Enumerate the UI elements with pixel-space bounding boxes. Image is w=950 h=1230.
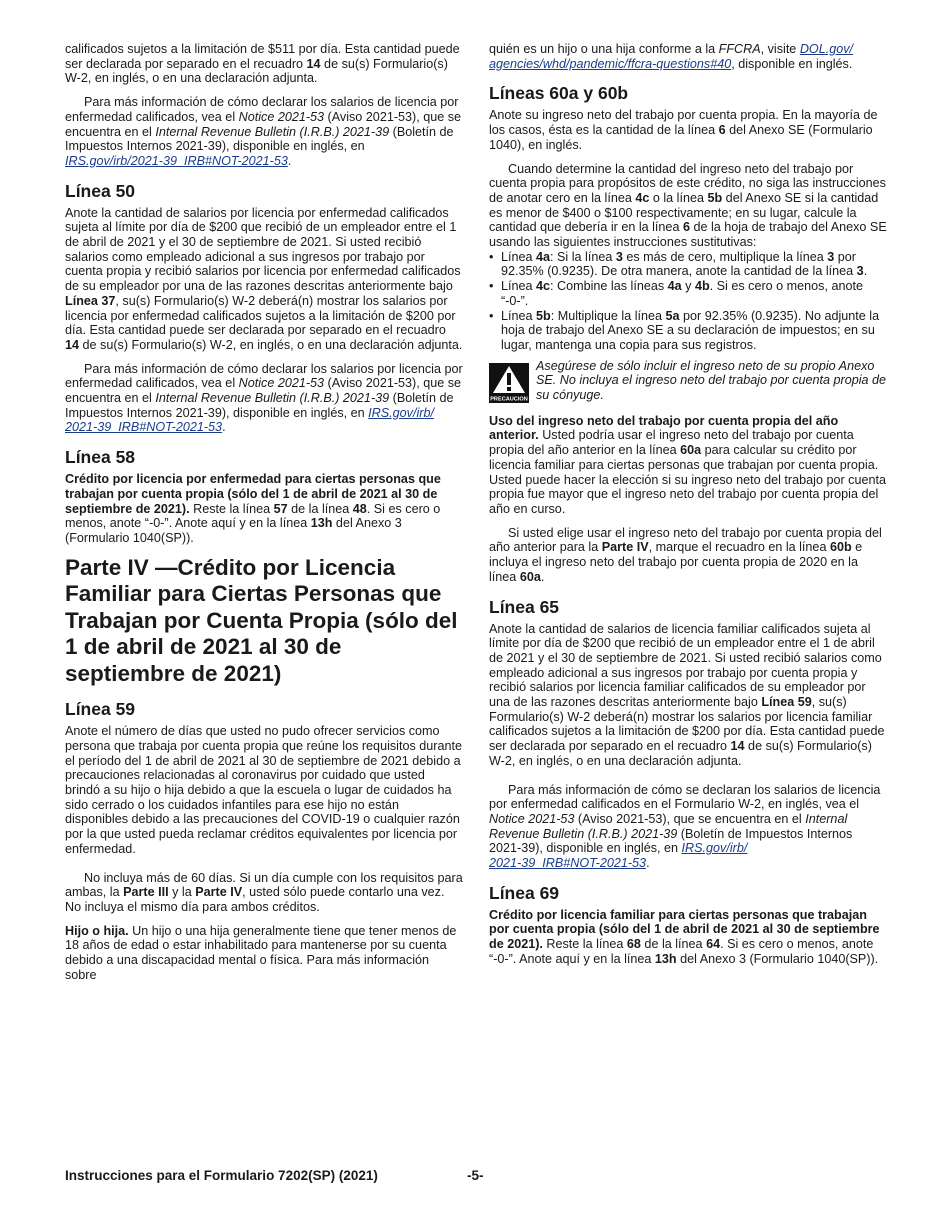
list-item: • Línea 4c: Combine las líneas 4a y 4b. Si es cero o menos, anote “-0-”. bbox=[489, 279, 863, 308]
list-item: • Línea 4a: Si la línea 3 es más de cero, multiplique la línea 3 por 92.35% (0.9235). De otra manera, anote la cantidad de la línea 3. bbox=[489, 249, 868, 279]
page-number: -5- bbox=[467, 1168, 484, 1183]
paragraph: Hijo o hija. Un hijo o una hija generalmente tiene que tener menos de 18 años de edad o estar inhabilitado para mantenerse por su cuenta debido a una discapacidad mental o física. Para más información sobre bbox=[65, 923, 457, 982]
heading-linea-58: Línea 58 bbox=[65, 447, 136, 468]
paragraph: Para más información de cómo se declaran los salarios de licencia por enfermedad calificados en el Formulario W-2, en inglés, vea el Notice 2021-53 (Aviso 2021-53), que se encuentra en el Internal Revenue Bulletin (I.R.B.) 2021-39 (Boletín de Impuestos Internos 2021-39), disponible en inglés, en IRS.gov/irb/ 2021-39_IRB#NOT-2021-53. bbox=[489, 782, 881, 871]
paragraph: Anote el número de días que usted no pudo ofrecer servicios como persona que trabaja por cuenta propia que reúne los requisitos durante el período del 1 de abril de 2021 al 30 de septiembre de 2021 debido a precauciones relacionadas al coronavirus por cuidado que usted brindó a su hijo o hija debido a que la escuela o lugar de cuidados ha sido cerrado o los cuidados infantiles para ese hijo no están disponibles debido a las precauciones del COVID-19 o cualquier razón por la que usted pueda reclamar créditos equivalentes por licencia por enfermedad. bbox=[65, 724, 462, 856]
paragraph: Anote la cantidad de salarios de licencia familiar calificados sujeta al límite por día de $200 que recibió de un empleador entre el 1 de abril de 2021 y el 30 de septiembre de 2021. Si usted recibió salarios como empleado adicional a sus ingresos por trabajo por cuenta propia y recibió salarios por licencia familiar calificados de su empleador por una de las razones descritas anteriormente bajo Línea 59, su(s) Formulario(s) W-2 deberá(n) mostrar los salarios por licencia familiar calificados sujetos a la limitación de $200 por día. Esta cantidad puede ser declarada por separado en el recuadro 14 de su(s) Formulario(s) W-2, en inglés, o en una declaración adjunta. bbox=[489, 621, 885, 768]
heading-linea-50: Línea 50 bbox=[65, 180, 136, 201]
paragraph: No incluya más de 60 días. Si un día cumple con los requisitos para ambas, la Parte III y la Parte IV, usted sólo puede contarlo una vez. No incluya el mismo día para ambos créditos. bbox=[65, 870, 463, 914]
paragraph: calificados sujetos a la limitación de $511 por día. Esta cantidad puede ser declarada por separado en el recuadro 14 de su(s) Formulario(s) W-2, en inglés, o en una declaración adjunta. bbox=[65, 42, 460, 86]
dol-link[interactable]: DOL.gov/ agencies/whd/pandemic/ffcra-questions#40 bbox=[489, 42, 854, 71]
svg-text:PRECAUCION: PRECAUCION bbox=[490, 396, 528, 403]
left-column bbox=[65, 42, 463, 991]
right-column bbox=[489, 42, 887, 976]
paragraph: Para más información de cómo declarar los salarios de licencia por enfermedad calificados, vea el Notice 2021-53 (Aviso 2021-53), que se encuentra en el Internal Revenue Bulletin (I.R.B.) 2021-39 (Boletín de Impuestos Internos 2021-39), disponible en inglés, en IRS.gov/irb/2021-39_IRB#NOT-2021-53. bbox=[65, 95, 462, 168]
heading-linea-65: Línea 65 bbox=[489, 596, 560, 617]
list-item: • Línea 5b: Multiplique la línea 5a por 92.35% (0.9235). No adjunte la hoja de trabajo del Anexo SE a su declaración de impuestos; en su lugar, mantenga una copia para sus registros. bbox=[489, 308, 880, 352]
paragraph: quién es un hijo o una hija conforme a la FFCRA, visite DOL.gov/ agencies/whd/pandemic/ffcra-questions#40, disponible en inglés. bbox=[489, 42, 854, 71]
paragraph: Anote la cantidad de salarios por licencia por enfermedad calificados sujeta al límite por día de $200 que recibió de un empleador entre el 1 de abril de 2021 y el 30 de septiembre de 2021. Si usted recibió salarios como empleado adicional a sus ingresos por trabajo por cuenta propia y recibió salarios por licencia por enfermedad calificados de su empleador por una de las razones descritas anteriormente bajo Línea 37, su(s) Formulario(s) W-2 deberá(n) mostrar los salarios por licencia por enfermedad calificados sujetos a la limitación de $200 por día. Esta cantidad puede ser declarada por separado en el recuadro 14 de su(s) Formulario(s) W-2, en inglés, o en una declaración adjunta. bbox=[65, 205, 463, 352]
page-footer bbox=[65, 1168, 885, 1183]
caution-note bbox=[489, 359, 887, 403]
caution-icon bbox=[489, 363, 529, 403]
irs-irb-link[interactable]: IRS.gov/irb/ 2021-39_IRB#NOT-2021-53 bbox=[489, 841, 748, 871]
irs-irb-link[interactable]: IRS.gov/irb/ 2021-39_IRB#NOT-2021-53 bbox=[65, 405, 434, 435]
paragraph: Cuando determine la cantidad del ingreso neto del trabajo por cuenta propia para propósitos de este crédito, no siga las instrucciones de anotar cero en la línea 4c o la línea 5b del Anexo SE si la cantidad es menor de $400 o $100 respectivamente; en su lugar, calcule la cantidad que debería ir en la línea 6 de la hoja de trabajo del Anexo SE usando las siguientes instrucciones sustitutivas: bbox=[489, 161, 887, 250]
bullet-icon: • bbox=[489, 249, 494, 264]
heading-linea-59: Línea 59 bbox=[65, 699, 136, 720]
paragraph: Para más información de cómo declarar los salarios por licencia por enfermedad calificados, vea el Notice 2021-53 (Aviso 2021-53), que se encuentra en el Internal Revenue Bulletin (I.R.B.) 2021-39 (Boletín de Impuestos Internos 2021-39), disponible en inglés, en IRS.gov/irb/ 2021-39_IRB#NOT-2021-53. bbox=[65, 361, 463, 435]
paragraph: Crédito por licencia por enfermedad para ciertas personas que trabajan por cuenta propia (sólo del 1 de abril de 2021 al 30 de septiembre de 2021). Reste la línea 57 de la línea 48. Si es cero o menos, anote “-0-”. Anote aquí y en la línea 13h del Anexo 3 (Formulario 1040(SP)). bbox=[65, 472, 441, 545]
paragraph: Si usted elige usar el ingreso neto del trabajo por cuenta propia del año anterior para la Parte IV, marque el recuadro en la línea 60b e incluya el ingreso neto del trabajo por cuenta propia de 2020 en la línea 60a. bbox=[489, 525, 882, 584]
bullet-icon: • bbox=[489, 308, 494, 323]
heading-parte-iv: Parte IV —Crédito por Licencia Familiar para Ciertas Personas que Trabajan por Cuenta Propia (sólo del 1 de abril de 2021 al 30 de septiembre de 2021) bbox=[65, 554, 458, 686]
paragraph: Crédito por licencia familiar para ciertas personas que trabajan por cuenta propia (sólo del 1 de abril de 2021 al 30 de septiembre de 2021). Reste la línea 68 de la línea 64. Si es cero o menos, anote “-0-”. Anote aquí y en la línea 13h del Anexo 3 (Formulario 1040(SP)). bbox=[489, 907, 880, 966]
footer-title: Instrucciones para el Formulario 7202(SP) (2021) bbox=[65, 1168, 378, 1183]
heading-linea-69: Línea 69 bbox=[489, 882, 560, 903]
irs-irb-link[interactable]: IRS.gov/irb/2021-39_IRB#NOT-2021-53 bbox=[65, 153, 288, 168]
paragraph: Anote su ingreso neto del trabajo por cuenta propia. En la mayoría de los casos, ésta es la cantidad de la línea 6 del Anexo SE (Formulario 1040), en inglés. bbox=[489, 108, 878, 152]
paragraph: Uso del ingreso neto del trabajo por cuenta propia del año anterior. Usted podría usar el ingreso neto del trabajo por cuenta propia del año anterior en la línea 60a para calcular su crédito por licencia familiar para ciertas personas que trabajan por cuenta propia. Usted puede hacer la elección si su ingreso neto del trabajo por cuenta propia fue mayor que el ingreso neto del trabajo por cuenta propia del año en curso. bbox=[489, 413, 886, 516]
heading-lineas-60a-60b: Líneas 60a y 60b bbox=[489, 83, 629, 104]
bullet-icon: • bbox=[489, 279, 494, 294]
caution-text: Asegúrese de sólo incluir el ingreso neto de su propio Anexo SE. No incluya el ingreso neto del trabajo por cuenta propia de su cónyuge. bbox=[536, 358, 887, 403]
